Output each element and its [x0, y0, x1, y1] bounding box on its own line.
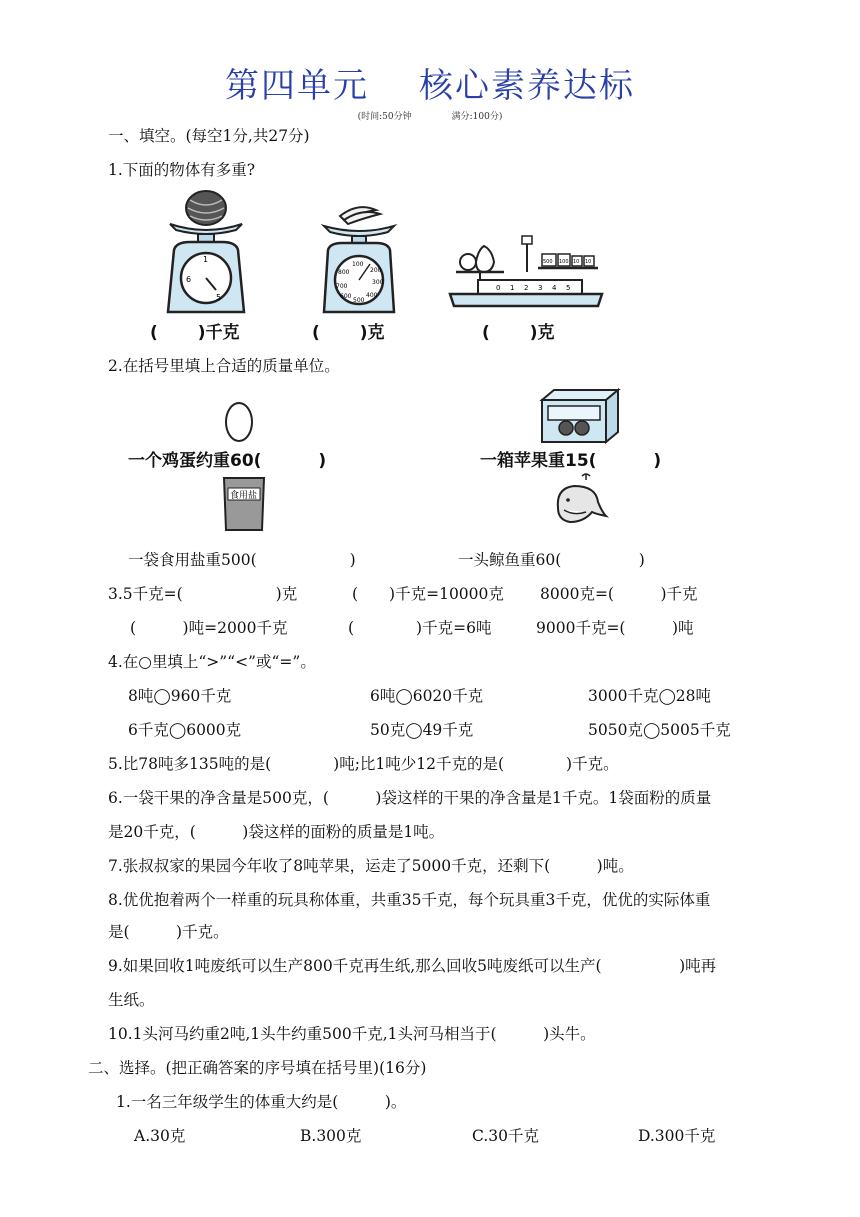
weight-label: 10 — [573, 259, 580, 265]
q6-line1: 6.一袋干果的净含量是500克，( )袋这样的干果的净含量是1千克。1袋面粉的质量 — [108, 789, 712, 807]
kitchen-scale-banana-image — [318, 200, 400, 320]
q4-item: 50克◯49千克 — [370, 721, 474, 739]
q9-line1: 9.如果回收1吨废纸可以生产800千克再生纸,那么回收5吨废纸可以生产( )吨再 — [108, 957, 717, 975]
q7-text: 7.张叔叔家的果园今年收了8吨苹果，运走了5000千克，还剩下( )吨。 — [108, 857, 634, 875]
scale2-mark: 800 — [338, 269, 350, 276]
egg-image — [222, 400, 256, 444]
scale2-mark: 200 — [370, 267, 382, 274]
exam-info — [0, 109, 860, 122]
s2-q1-text: 1.一名三年级学生的体重大约是( )。 — [116, 1093, 407, 1111]
ruler-mark: 3 — [538, 284, 543, 292]
q8-line1: 8.优优抱着两个一样重的玩具称体重，共重35千克，每个玩具重3千克，优优的实际体重 — [108, 891, 711, 909]
scale1-mark-left: 6 — [186, 275, 192, 284]
salt-label: 食用盐 — [230, 491, 258, 501]
q1-caption-1: ( )千克 — [150, 323, 240, 343]
q3-item: ( )千克=6吨 — [348, 619, 492, 637]
scale2-mark: 400 — [366, 292, 378, 299]
q4-item: 3000千克◯28吨 — [588, 687, 712, 705]
egg-caption: 一个鸡蛋约重60( ) — [128, 451, 327, 471]
scale1-mark-top: 1 — [203, 255, 209, 264]
option-b: B.300克 — [300, 1127, 362, 1145]
q5-text: 5.比78吨多135吨的是( )吨;比1吨少12千克的是( )千克。 — [108, 755, 619, 773]
scale2-mark: 700 — [336, 283, 348, 290]
ruler-mark: 5 — [566, 284, 571, 292]
title-unit: 第四单元 — [225, 66, 369, 106]
weight-label: 100 — [559, 259, 569, 265]
scale2-mark: 100 — [352, 261, 364, 268]
page-title — [0, 58, 860, 107]
q1-caption-3: ( )克 — [482, 323, 555, 343]
salt-caption: 一袋食用盐重500( ) — [128, 551, 356, 569]
q3-item: 9000千克=( )吨 — [536, 619, 694, 637]
scale1-mark-bottom: 5 — [216, 293, 222, 302]
scale2-mark: 300 — [372, 279, 384, 286]
q2-text: 2.在括号里填上合适的质量单位。 — [108, 357, 340, 375]
section2-heading: 二、选择。(把正确答案的序号填在括号里)(16分) — [88, 1059, 427, 1077]
q3-item: 8000克=( )千克 — [540, 585, 698, 603]
q4-text: 4.在○里填上“>”“<”或“=”。 — [108, 653, 316, 671]
salt-bag-image — [222, 474, 266, 532]
q8-line2: 是( )千克。 — [108, 923, 229, 941]
exam-time: (时间:50分钟 — [357, 112, 412, 122]
ruler-mark: 1 — [510, 284, 515, 292]
apple-box-image — [540, 388, 622, 444]
title-topic: 核心素养达标 — [419, 66, 635, 106]
q1-caption-2: ( )克 — [312, 323, 385, 343]
q3-item: ( )千克=10000克 — [352, 585, 504, 603]
exam-score: 满分:100分) — [451, 112, 503, 122]
kitchen-scale-watermelon-image — [160, 190, 252, 320]
q4-item: 5050克◯5005千克 — [588, 721, 731, 739]
q4-item: 8吨◯960千克 — [128, 687, 232, 705]
q4-item: 6千克◯6000克 — [128, 721, 242, 739]
weight-label: 500 — [543, 259, 553, 265]
option-d: D.300千克 — [638, 1127, 716, 1145]
q3-item: ( )吨=2000千克 — [130, 619, 288, 637]
option-c: C.30千克 — [472, 1127, 539, 1145]
q4-item: 6吨◯6020千克 — [370, 687, 484, 705]
section1-heading: 一、填空。(每空1分,共27分) — [108, 127, 310, 145]
q3-item: 3.5千克=( )克 — [108, 585, 298, 603]
option-a: A.30克 — [134, 1127, 186, 1145]
scale2-mark: 500 — [353, 297, 365, 304]
q1-text: 1.下面的物体有多重? — [108, 161, 256, 179]
ruler-mark: 0 — [496, 284, 501, 292]
whale-caption: 一头鲸鱼重60( ) — [458, 551, 645, 569]
q10-text: 10.1头河马约重2吨,1头牛约重500千克,1头河马相当于( )头牛。 — [108, 1025, 596, 1043]
q9-line2: 生纸。 — [108, 991, 155, 1009]
weight-label: 10 — [585, 259, 592, 265]
whale-image — [552, 472, 608, 528]
apple-caption: 一箱苹果重15( ) — [480, 451, 662, 471]
balance-scale-image — [448, 232, 604, 312]
ruler-mark: 2 — [524, 284, 529, 292]
ruler-mark: 4 — [552, 284, 557, 292]
scale2-mark: 600 — [340, 293, 352, 300]
q6-line2: 是20千克，( )袋这样的面粉的质量是1吨。 — [108, 823, 445, 841]
